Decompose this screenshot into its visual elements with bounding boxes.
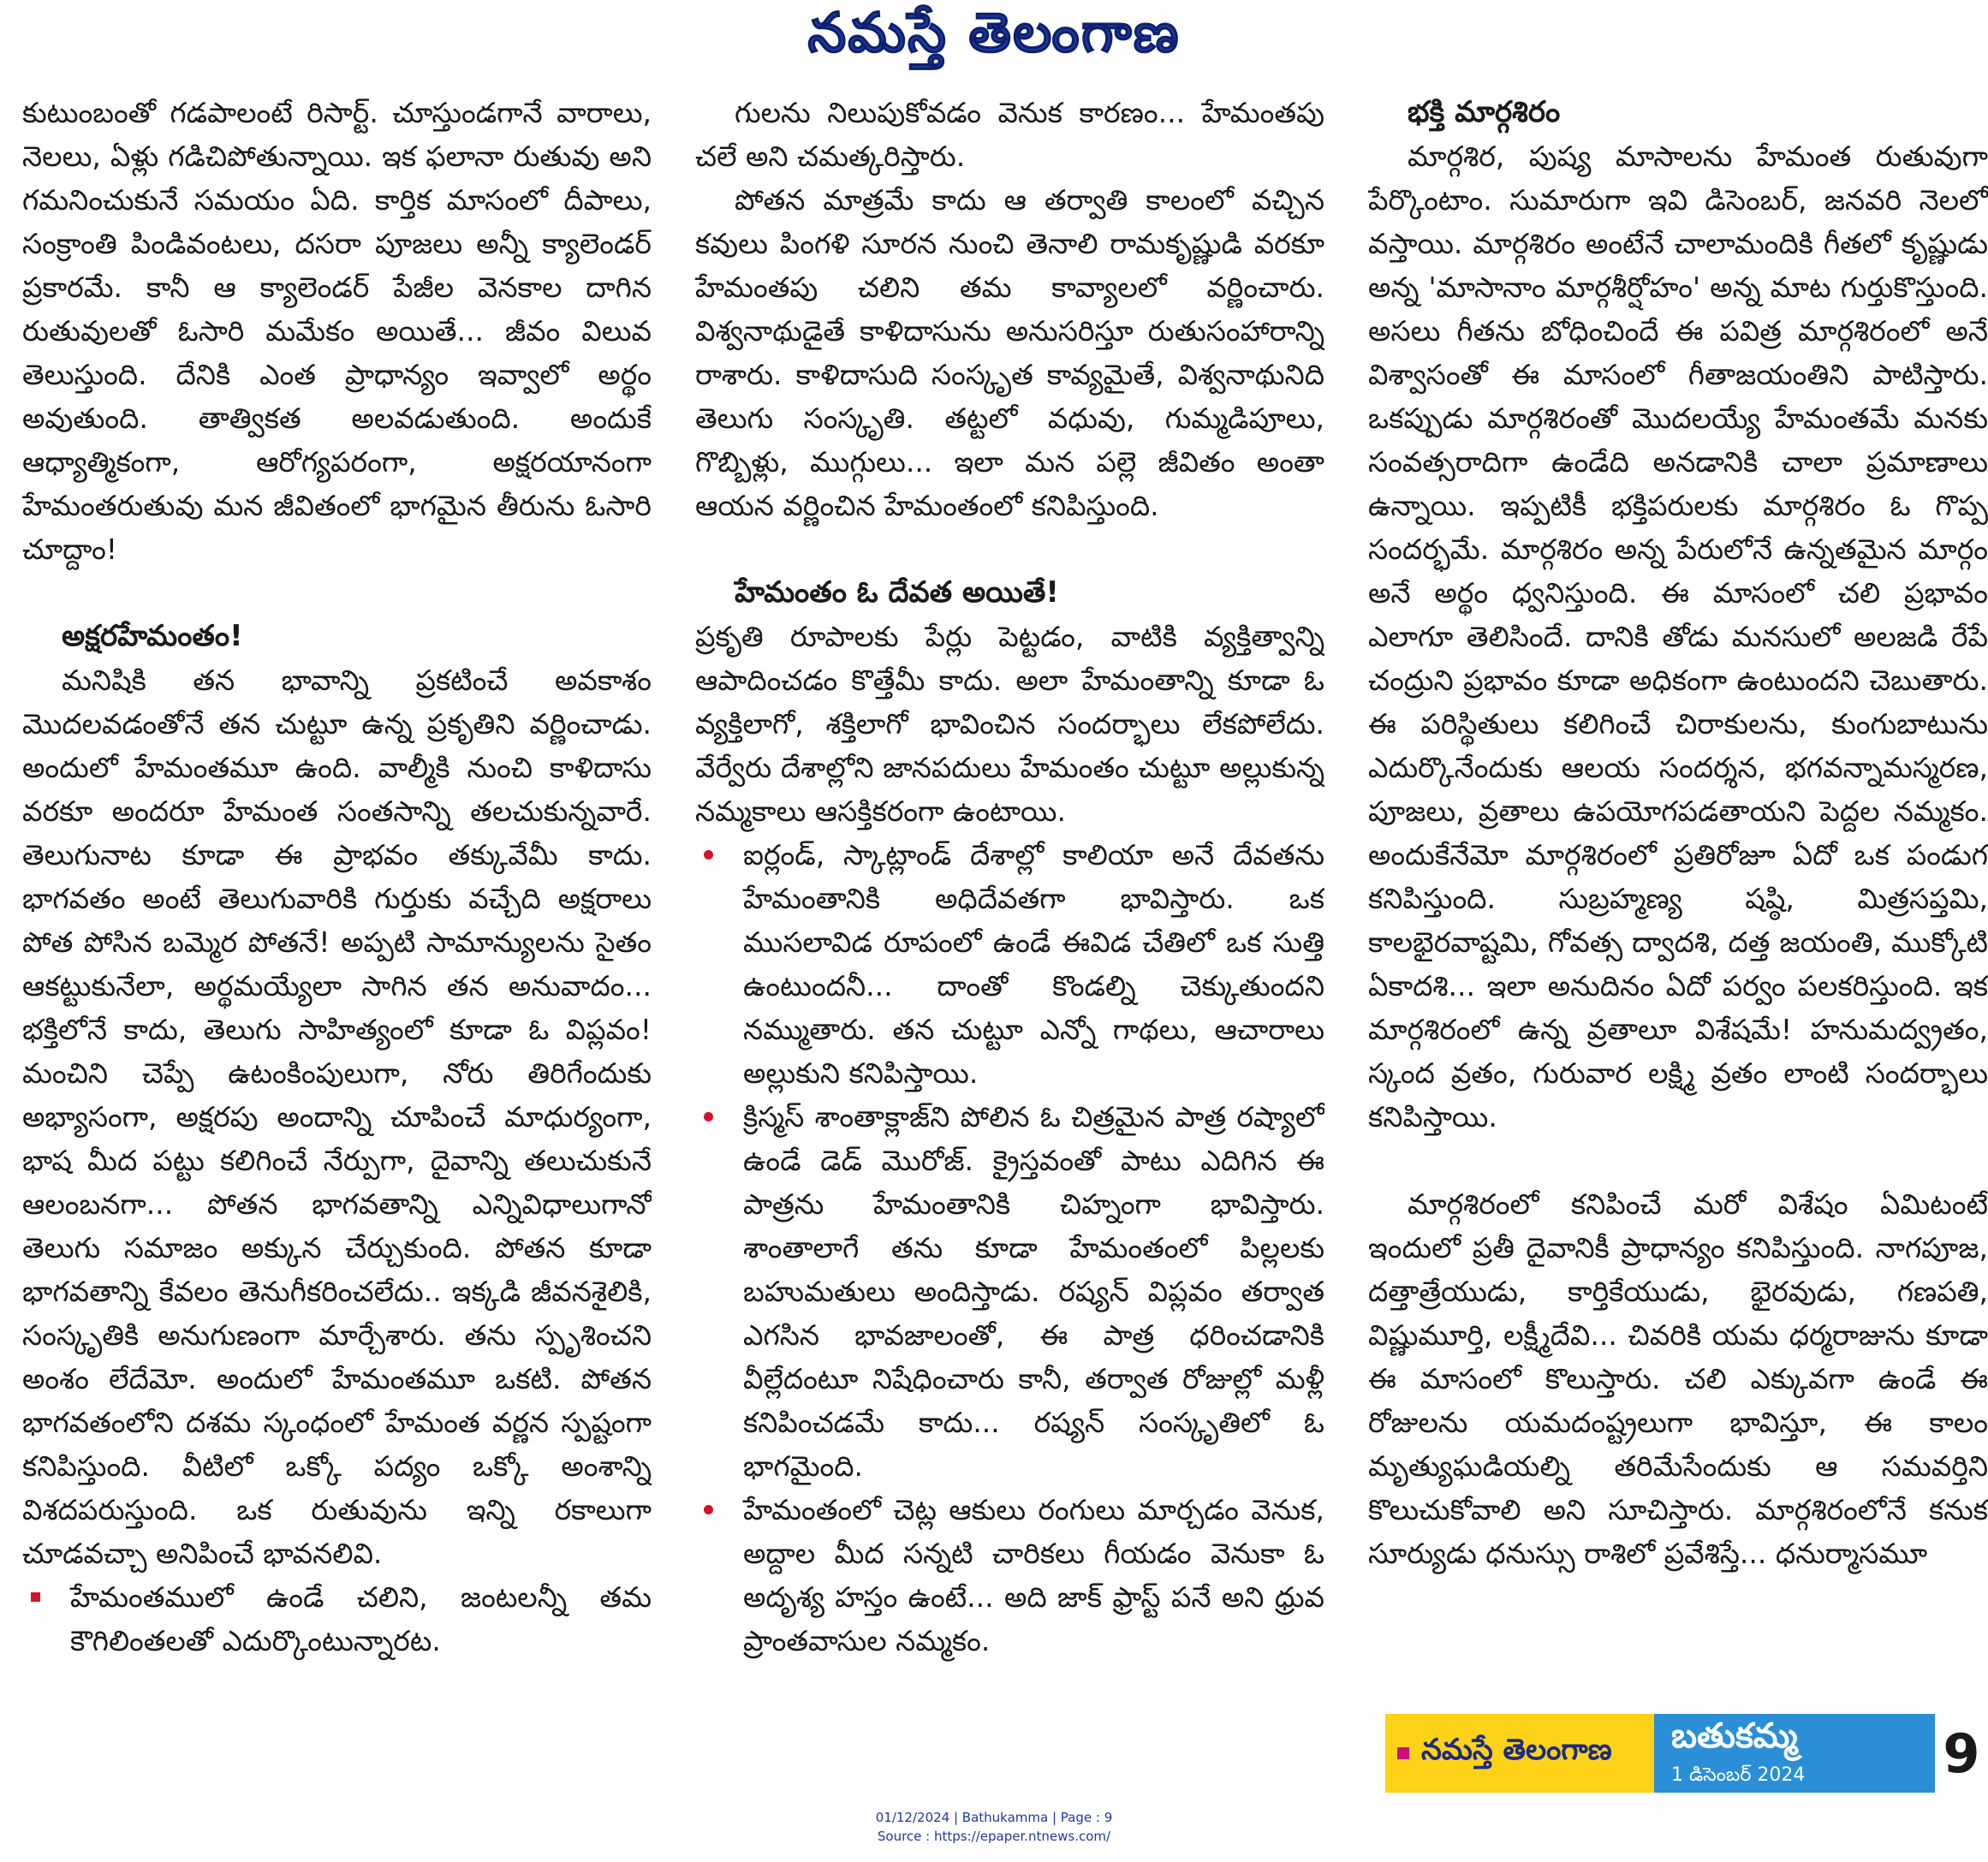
body-paragraph: పోతన మాత్రమే కాదు ఆ తర్వాతి కాలంలో వచ్చిన కవులు పింగళి సూరన నుంచి తెనాలి రామకృష్ణుడి వరకూ హేమంతపు చలిని తమ కావ్యాలలో వర్ణించారు. విశ్వనాథుడైతే కాళిదాసును అనుసరిస్తూ రుతుసంహారాన్ని రాశారు. కాళిదాసుది సంస్కృత కావ్యమైతే, విశ్వనాథునిది తెలుగు సంస్కృతి. తట్టలో వధువు, గుమ్మడిపూలు, గొబ్బిళ్లు, ముగ్గులు... ఇలా మన పల్లె జీవితం అంతా ఆయన వర్ణించిన హేమంతంలో కనిపిస్తుంది. bbox=[695, 183, 1324, 522]
bullet-text: ఐర్లండ్, స్కాట్లాండ్ దేశాల్లో కాలియా అనే దేవతను హేమంతానికి అధిదేవతగా భావిస్తారు. ఒక ముసలావిడ రూపంలో ఉండే ఈవిడ చేతిలో ఒక సుత్తి ఉంటుందనీ... దాంతో కొండల్ని చెక్కుతుందని నమ్ముతారు. తన చుట్టూ ఎన్నో గాథలు, ఆచారాలు అల్లుకుని కనిపిస్తాయి. bbox=[743, 838, 1324, 1090]
article-column-3 bbox=[1368, 91, 1988, 1773]
bullet-item bbox=[695, 833, 1324, 1095]
intro-paragraph: గులను నిలుపుకోవడం వెనుక కారణం... హేమంతపు చలే అని చమత్కరిస్తారు. bbox=[695, 96, 1324, 173]
footer-edition-line: 01/12/2024 | Bathukamma | Page : 9 bbox=[875, 1810, 1113, 1825]
page-banner bbox=[1385, 1714, 1988, 1793]
page-number: 9 bbox=[1935, 1714, 1988, 1793]
round-bullet-icon bbox=[704, 1112, 713, 1121]
square-bullet-icon bbox=[31, 1592, 40, 1602]
round-bullet-icon bbox=[704, 850, 713, 860]
bullet-item bbox=[695, 1095, 1324, 1488]
footer-source-link[interactable]: Source : https://epaper.ntnews.com/ bbox=[877, 1829, 1111, 1844]
section-heading-hemantham-devata: హేమంతం ఓ దేవత అయితే! bbox=[735, 575, 1059, 610]
bullet-text: హేమంతంలో చెట్ల ఆకులు రంగులు మార్చడం వెనుక, అద్దాల మీద సన్నటి చారికలు గీయడం వెనుకా ఓ అదృశ్య హస్తం ఉంటే... అది జాక్ ఫ్రాస్ట్ పనే అని ధ్రువ ప్రాంతవాసుల నమ్మకం. bbox=[743, 1493, 1324, 1657]
article-column-1 bbox=[22, 91, 652, 1773]
round-bullet-icon bbox=[704, 1505, 713, 1514]
banner-brand-name: నమస్తే తెలంగాణ bbox=[1421, 1733, 1612, 1767]
masthead bbox=[0, 0, 1988, 79]
body-paragraph: మనిషికి తన భావాన్ని ప్రకటించే అవకాశం మొదలవడంతోనే తన చుట్టూ ఉన్న ప్రకృతిని వర్ణించాడు. అందులో హేమంతమూ ఉంది. వాల్మీకి నుంచి కాళిదాసు వరకూ అందరూ హేమంత సంతసాన్ని తలచుకున్నవారే. తెలుగునాట కూడా ఈ ప్రాభవం తక్కువేమీ కాదు. భాగవతం అంటే తెలుగువారికి గుర్తుకు వచ్చేది అక్షరాలు పోత పోసిన బమ్మెర పోతనే! అప్పటి సామాన్యులను సైతం ఆకట్టుకునేలా, అర్థమయ్యేలా సాగిన తన అనువాదం... భక్తిలోనే కాదు, తెలుగు సాహిత్యంలో కూడా ఓ విప్లవం! మంచిని చెప్పే ఉటంకింపులుగా, నోరు తిరిగేందుకు అభ్యాసంగా, అక్షరపు అందాన్ని చూపించే మాధుర్యంగా, భాష మీద పట్టు కలిగించే నేర్పుగా, దైవాన్ని తలుచుకునే ఆలంబనగా... పోతన భాగవతాన్ని ఎన్నివిధాలుగానో తెలుగు సమాజం అక్కున చేర్చుకుంది. పోతన కూడా భాగవతాన్ని కేవలం తెనుగీకరించలేదు.. ఇక్కడి జీవనశైలికి, సంస్కృతికి అనుగుణంగా మార్చేశారు. తను స్పృశించని అంశం లేదేమో. అందులో హేమంతమూ ఒకటి. పోతన భాగవతంలోని దశమ స్కంధంలో హేమంత వర్ణన స్పష్టంగా కనిపిస్తుంది. వీటిలో ఒక్కో పద్యం ఒక్కో అంశాన్ని విశదపరుస్తుంది. ఒక రుతువును ఇన్ని రకాలుగా చూడవచ్చా అనిపించే భావనలివి. bbox=[22, 663, 652, 1570]
section-heading-bhakti-margasiram: భక్తి మార్గశిరం bbox=[1408, 95, 1561, 129]
banner-date: 1 డిసెంబర్ 2024 bbox=[1671, 1764, 1806, 1786]
body-paragraph: మార్గశిరంలో కనిపించే మరో విశేషం ఏమిటంటే ఇందులో ప్రతీ దైవానికీ ప్రాధాన్యం కనిపిస్తుంది. నాగపూజ, దత్తాత్రేయుడు, కార్తికేయుడు, భైరవుడు, గణపతి, విష్ణుమూర్తి, లక్ష్మీదేవి... చివరికి యమ ధర్మరాజును కూడా ఈ మాసంలో కొలుస్తారు. చలి ఎక్కువగా ఉండే ఈ రోజులను యమదంష్ట్రలుగా భావిస్తూ, ఈ కాలం మృత్యుఘడియల్ని తరిమేసేందుకు ఆ సమవర్తిని కొలుచుకోవాలి అని సూచిస్తారు. మార్గశిరంలోనే కనుక సూర్యుడు ధనుస్సు రాశిలో ప్రవేశిస్తే... ధనుర్మాసమూ bbox=[1368, 1187, 1988, 1570]
body-paragraph: ప్రకృతి రూపాలకు పేర్లు పెట్టడం, వాటికి వ్యక్తిత్వాన్ని ఆపాదించడం కొత్తేమీ కాదు. అలా హేమంతాన్ని కూడా ఓ వ్యక్తిలాగో, శక్తిలాగో భావించిన సందర్భాలు లేకపోలేదు. వేర్వేరు దేశాల్లోని జానపదులు హేమంతం చుట్టూ అల్లుకున్న నమ్మకాలు ఆసక్తికరంగా ఉంటాయి. bbox=[695, 620, 1324, 828]
bullet-item bbox=[22, 1575, 652, 1663]
article-column-2 bbox=[695, 91, 1324, 1773]
source-footer bbox=[0, 1808, 1988, 1846]
banner-section-name: బతుకమ్మ bbox=[1671, 1716, 1798, 1756]
bullet-text: క్రిస్మస్ శాంతాక్లాజ్‌ని పోలిన ఓ చిత్రమైన పాత్ర రష్యాలో ఉండే డెడ్ మొరోజ్. క్రైస్తవంతో పాటు ఎదిగిన ఈ పాత్రను హేమంతానికి చిహ్నంగా భావిస్తారు. శాంతాలాగే తను కూడా హేమంతంలో పిల్లలకు బహుమతులు అందిస్తాడు. రష్యన్ విప్లవం తర్వాత ఎగసిన భావజాలంతో, ఈ పాత్ర ధరించడానికి వీల్లేదంటూ నిషేధించారు కానీ, తర్వాత రోజుల్లో మళ్లీ కనిపించడమే కాదు... రష్యన్ సంస్కృతిలో ఓ భాగమైంది. bbox=[743, 1100, 1324, 1483]
section-heading-akshara-hemantham: అక్షరహేమంతం! bbox=[62, 619, 243, 653]
body-paragraph: మార్గశిర, పుష్య మాసాలను హేమంత రుతువుగా పేర్కొంటాం. సుమారుగా ఇవి డిసెంబర్, జనవరి నెలలో వస్తాయి. మార్గశిరం అంటేనే చాలామందికి గీతలో కృష్ణుడు అన్న 'మాసానాం మార్గశీర్షోహం' అన్న మాట గుర్తుకొస్తుంది. అసలు గీతను బోధించిందే ఈ పవిత్ర మార్గశిరంలో అనే విశ్వాసంతో ఈ మాసంలో గీతాజయంతిని పాటిస్తారు. ఒకప్పుడు మార్గశిరంతో మొదలయ్యే హేమంతమే మనకు సంవత్సరాదిగా ఉండేది అనడానికి చాలా ప్రమాణాలు ఉన్నాయి. ఇప్పటికీ భక్తిపరులకు మార్గశిరం ఓ గొప్ప సందర్భమే. మార్గశిరం అన్న పేరులోనే ఉన్నతమైన మార్గం అనే అర్థం ధ్వనిస్తుంది. ఈ మాసంలో చలి ప్రభావం ఎలాగూ తెలిసిందే. దానికి తోడు మనసులో అలజడి రేపే చంద్రుని ప్రభావం కూడా అధికంగా ఉంటుందని చెబుతారు. ఈ పరిస్థితులు కలిగించే చిరాకులను, కుంగుబాటును ఎదుర్కొనేందుకు ఆలయ సందర్శన, భగవన్నామస్మరణ, పూజలు, వ్రతాలు ఉపయోగపడతాయని పెద్దల నమ్మకం. అందుకేనేమో మార్గశిరంలో ప్రతిరోజూ ఏదో ఒక పండుగ కనిపిస్తుంది. సుబ్రహ్మణ్య షష్ఠి, మిత్రసప్తమి, కాలభైరవాష్టమి, గోవత్స ద్వాదశి, దత్త జయంతి, ముక్కోటి ఏకాదశి... ఇలా అనుదినం ఏదో పర్వం పలకరిస్తుంది. ఇక మార్గశిరంలో ఉన్న వ్రతాలూ విశేషమే! హనుమద్వ్రతం, స్కంద వ్రతం, గురువార లక్ష్మి వ్రతం లాంటి సందర్భాలు కనిపిస్తాయి. bbox=[1368, 140, 1988, 1133]
square-marker-icon bbox=[1397, 1747, 1409, 1759]
newspaper-logo: నమస్తే తెలంగాణ bbox=[807, 1, 1181, 65]
banner-brand-block bbox=[1385, 1714, 1654, 1793]
bullet-item bbox=[695, 1488, 1324, 1663]
banner-section-block bbox=[1654, 1714, 1988, 1793]
intro-paragraph: కుటుంబంతో గడపాలంటే రిసార్ట్. చూస్తుండగానే వారాలు, నెలలు, ఏళ్లు గడిచిపోతున్నాయి. ఇక ఫలానా రుతువు అని గమనించుకునే సమయం ఏది. కార్తిక మాసంలో దీపాలు, సంక్రాంతి పిండివంటలు, దసరా పూజలు అన్నీ క్యాలెండర్ ప్రకారమే. కానీ ఆ క్యాలెండర్ పేజీల వెనకాల దాగిన రుతువులతో ఓసారి మమేకం అయితే... జీవం విలువ తెలుస్తుంది. దేనికి ఎంత ప్రాధాన్యం ఇవ్వాలో అర్థం అవుతుంది. తాత్వికత అలవడుతుంది. అందుకే ఆధ్యాత్మికంగా, ఆరోగ్యపరంగా, అక్షరయానంగా హేమంతరుతువు మన జీవితంలో భాగమైన తీరును ఓసారి చూద్దాం! bbox=[22, 96, 652, 566]
bullet-text: హేమంతములో ఉండే చలిని, జంటలన్నీ తమ కౌగిలింతలతో ఎదుర్కొంటున్నారట. bbox=[70, 1580, 652, 1657]
